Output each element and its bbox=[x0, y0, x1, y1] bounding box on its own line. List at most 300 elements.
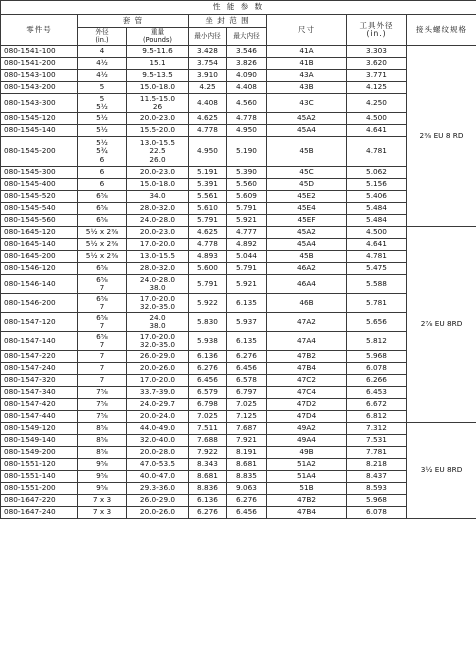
casing-weight-cell-line: 20.0-23.0 bbox=[139, 227, 176, 237]
casing-weight-cell-line: 17.0-20.0 bbox=[139, 331, 176, 341]
min-id-cell: 5.938 bbox=[189, 332, 227, 351]
casing-od-cell bbox=[78, 82, 127, 94]
casing-weight-cell bbox=[127, 227, 189, 239]
casing-od-cell-line: 6⅝ bbox=[96, 274, 108, 284]
tool-od-cell: 3.620 bbox=[347, 58, 407, 70]
table-row bbox=[1, 313, 476, 332]
casing-weight-cell bbox=[127, 137, 189, 167]
casing-weight-cell bbox=[127, 387, 189, 399]
tool-od-cell: 5.475 bbox=[347, 263, 407, 275]
max-id-cell: 9.063 bbox=[227, 483, 267, 495]
casing-weight-cell-line: 33.7-39.0 bbox=[139, 387, 176, 397]
size-cell: 49A4 bbox=[267, 435, 347, 447]
size-cell: 49A2 bbox=[267, 423, 347, 435]
table-row bbox=[1, 399, 476, 411]
tool-od-cell: 4.781 bbox=[347, 251, 407, 263]
size-cell: 45B bbox=[267, 137, 347, 167]
part-number-cell: 080-1545-140 bbox=[1, 125, 78, 137]
min-id-cell: 4.625 bbox=[189, 113, 227, 125]
casing-od-cell-line: 7⅝ bbox=[96, 411, 108, 421]
casing-weight-cell-line: 15.0-18.0 bbox=[139, 82, 176, 92]
casing-od-cell bbox=[78, 58, 127, 70]
tool-od-cell: 6.453 bbox=[347, 387, 407, 399]
casing-od-cell-line: 5½ x 2⅜ bbox=[85, 227, 119, 237]
table-row bbox=[1, 459, 476, 471]
casing-weight-cell bbox=[127, 507, 189, 519]
thread-header: 接头螺纹规格 bbox=[407, 15, 476, 46]
table-row bbox=[1, 239, 476, 251]
casing-od-cell bbox=[78, 275, 127, 294]
table-row bbox=[1, 227, 476, 239]
max-id-cell: 4.892 bbox=[227, 239, 267, 251]
max-id-cell: 5.560 bbox=[227, 179, 267, 191]
part-number-cell: 080-1545-560 bbox=[1, 215, 78, 227]
part-number-cell: 080-1645-140 bbox=[1, 239, 78, 251]
casing-weight-cell-line: 15.1 bbox=[149, 58, 166, 68]
max-id-cell: 6.456 bbox=[227, 507, 267, 519]
casing-weight-cell bbox=[127, 435, 189, 447]
min-id-cell: 3.428 bbox=[189, 46, 227, 58]
casing-weight-cell-line: 17.0-20.0 bbox=[139, 293, 176, 303]
casing-od-cell-line: 7 bbox=[99, 363, 105, 373]
size-cell: 47D2 bbox=[267, 399, 347, 411]
size-cell: 47B2 bbox=[267, 351, 347, 363]
casing-weight-cell-line: 20.0-26.0 bbox=[139, 363, 176, 373]
min-id-cell: 6.579 bbox=[189, 387, 227, 399]
casing-od-cell bbox=[78, 239, 127, 251]
part-number-cell: 080-1645-120 bbox=[1, 227, 78, 239]
casing-weight-cell bbox=[127, 82, 189, 94]
casing-od-cell-line: 7 x 3 bbox=[92, 507, 112, 517]
casing-od-cell bbox=[78, 399, 127, 411]
table-row bbox=[1, 251, 476, 263]
casing-weight-cell-line: 17.0-20.0 bbox=[139, 375, 176, 385]
tool-od-cell: 6.078 bbox=[347, 363, 407, 375]
table-row bbox=[1, 411, 476, 423]
max-id-cell: 4.777 bbox=[227, 227, 267, 239]
table-row bbox=[1, 507, 476, 519]
tool-od-cell: 6.078 bbox=[347, 507, 407, 519]
size-cell: 46A2 bbox=[267, 263, 347, 275]
max-id-cell: 4.560 bbox=[227, 94, 267, 113]
casing-weight-cell bbox=[127, 251, 189, 263]
casing-od-cell-line: 5½ x 2⅜ bbox=[85, 251, 119, 261]
min-id-header: 最小内径 bbox=[189, 28, 227, 46]
min-id-cell: 5.561 bbox=[189, 191, 227, 203]
part-number-cell: 080-1545-200 bbox=[1, 137, 78, 167]
min-id-cell: 6.136 bbox=[189, 351, 227, 363]
casing-od-cell-line: 9⅝ bbox=[96, 459, 108, 469]
max-id-cell: 6.276 bbox=[227, 495, 267, 507]
casing-od-cell bbox=[78, 459, 127, 471]
min-id-cell: 3.754 bbox=[189, 58, 227, 70]
casing-od-cell-line: 7 bbox=[99, 302, 105, 311]
tool-od-cell: 6.266 bbox=[347, 375, 407, 387]
weight-header bbox=[127, 28, 189, 46]
tool-od-header-unit: (in.) bbox=[366, 29, 387, 38]
casing-od-cell-line: 5½ bbox=[96, 102, 108, 111]
size-cell: 43B bbox=[267, 82, 347, 94]
tool-od-cell: 3.771 bbox=[347, 70, 407, 82]
casing-od-cell-line: 6⅝ bbox=[96, 293, 108, 303]
casing-od-cell-line: 7⅝ bbox=[96, 399, 108, 409]
casing-weight-cell-line: 32.0-35.0 bbox=[139, 302, 176, 311]
casing-od-cell-line: 7 bbox=[99, 375, 105, 385]
table-row bbox=[1, 363, 476, 375]
max-id-cell: 5.791 bbox=[227, 263, 267, 275]
max-id-header: 最大内径 bbox=[227, 28, 267, 46]
max-id-cell: 3.826 bbox=[227, 58, 267, 70]
casing-od-cell bbox=[78, 387, 127, 399]
part-number-cell: 080-1543-200 bbox=[1, 82, 78, 94]
casing-od-cell-line: 9⅝ bbox=[96, 471, 108, 481]
casing-weight-cell-line: 15.0-18.0 bbox=[139, 179, 176, 189]
casing-od-cell bbox=[78, 507, 127, 519]
part-number-cell: 080-1547-220 bbox=[1, 351, 78, 363]
max-id-cell: 6.135 bbox=[227, 294, 267, 313]
casing-od-cell bbox=[78, 167, 127, 179]
casing-od-cell bbox=[78, 423, 127, 435]
table-row bbox=[1, 94, 476, 113]
size-cell: 51A4 bbox=[267, 471, 347, 483]
tool-od-cell: 5.968 bbox=[347, 351, 407, 363]
size-cell: 43A bbox=[267, 70, 347, 82]
table-row bbox=[1, 294, 476, 313]
casing-od-cell bbox=[78, 483, 127, 495]
tool-od-cell: 5.812 bbox=[347, 332, 407, 351]
min-id-cell: 7.922 bbox=[189, 447, 227, 459]
min-id-cell: 6.136 bbox=[189, 495, 227, 507]
od-header bbox=[78, 28, 127, 46]
max-id-cell: 4.090 bbox=[227, 70, 267, 82]
part-number-cell: 080-1545-540 bbox=[1, 203, 78, 215]
casing-weight-cell bbox=[127, 275, 189, 294]
casing-weight-cell bbox=[127, 94, 189, 113]
size-cell: 41B bbox=[267, 58, 347, 70]
max-id-cell: 5.921 bbox=[227, 275, 267, 294]
min-id-cell: 8.836 bbox=[189, 483, 227, 495]
min-id-cell: 5.610 bbox=[189, 203, 227, 215]
table-row bbox=[1, 375, 476, 387]
casing-od-cell-line: 8⅝ bbox=[96, 435, 108, 445]
max-id-cell: 3.546 bbox=[227, 46, 267, 58]
casing-weight-cell bbox=[127, 332, 189, 351]
table-row bbox=[1, 471, 476, 483]
max-id-cell: 5.390 bbox=[227, 167, 267, 179]
casing-od-cell-line: 7 bbox=[99, 340, 105, 349]
casing-weight-cell-line: 29.3-36.0 bbox=[139, 483, 176, 493]
casing-weight-cell-line: 38.0 bbox=[149, 321, 166, 330]
max-id-cell: 7.125 bbox=[227, 411, 267, 423]
casing-od-cell-line: 7 bbox=[99, 321, 105, 330]
max-id-cell: 8.835 bbox=[227, 471, 267, 483]
min-id-cell: 4.408 bbox=[189, 94, 227, 113]
size-cell: 45E2 bbox=[267, 191, 347, 203]
casing-weight-cell-line: 20.0-26.0 bbox=[139, 507, 176, 517]
casing-weight-cell-line: 20.0-23.0 bbox=[139, 113, 176, 123]
part-number-cell: 080-1551-140 bbox=[1, 471, 78, 483]
part-number-cell: 080-1547-140 bbox=[1, 332, 78, 351]
casing-od-cell bbox=[78, 70, 127, 82]
min-id-cell: 4.778 bbox=[189, 125, 227, 137]
casing-od-cell-line: 6⅝ bbox=[96, 203, 108, 213]
table-row bbox=[1, 423, 476, 435]
casing-weight-cell bbox=[127, 313, 189, 332]
casing-od-cell bbox=[78, 313, 127, 332]
casing-od-cell-line: 6⅝ bbox=[96, 215, 108, 225]
size-cell: 47C2 bbox=[267, 375, 347, 387]
casing-weight-cell-line: 9.5-11.6 bbox=[142, 46, 173, 56]
casing-od-cell-line: 4½ bbox=[96, 70, 108, 80]
casing-weight-cell bbox=[127, 447, 189, 459]
casing-weight-cell-line: 20.0-23.0 bbox=[139, 167, 176, 177]
casing-od-cell-line: 5 bbox=[99, 93, 105, 103]
min-id-cell: 6.276 bbox=[189, 363, 227, 375]
casing-weight-cell bbox=[127, 203, 189, 215]
min-id-cell: 8.343 bbox=[189, 459, 227, 471]
tool-od-cell: 3.303 bbox=[347, 46, 407, 58]
thread-spec-cell: 2⅜ EU 8 RD bbox=[407, 46, 476, 227]
part-number-cell: 080-1547-440 bbox=[1, 411, 78, 423]
casing-od-cell bbox=[78, 251, 127, 263]
casing-weight-cell-line: 44.0-49.0 bbox=[139, 423, 176, 433]
od-header-unit: (in.) bbox=[95, 35, 109, 44]
min-id-cell: 3.910 bbox=[189, 70, 227, 82]
thread-spec-cell: 3½ EU 8RD bbox=[407, 423, 476, 519]
table-row bbox=[1, 46, 476, 58]
max-id-cell: 4.408 bbox=[227, 82, 267, 94]
max-id-cell: 5.937 bbox=[227, 313, 267, 332]
casing-weight-cell-line: 34.0 bbox=[149, 191, 166, 201]
tool-od-cell: 5.781 bbox=[347, 294, 407, 313]
casing-od-cell bbox=[78, 294, 127, 313]
tool-od-cell: 5.588 bbox=[347, 275, 407, 294]
casing-od-cell-line: 5½ bbox=[96, 113, 108, 123]
min-id-cell: 4.625 bbox=[189, 227, 227, 239]
casing-weight-cell-line: 38.0 bbox=[149, 283, 166, 292]
size-cell: 46A4 bbox=[267, 275, 347, 294]
casing-weight-cell bbox=[127, 375, 189, 387]
casing-od-cell-line: 7 x 3 bbox=[92, 495, 112, 505]
casing-weight-cell bbox=[127, 125, 189, 137]
casing-od-cell bbox=[78, 203, 127, 215]
tool-od-cell: 6.672 bbox=[347, 399, 407, 411]
casing-weight-cell-line: 28.0-32.0 bbox=[139, 203, 176, 213]
casing-od-cell-line: 5 bbox=[99, 82, 105, 92]
tool-od-cell: 6.812 bbox=[347, 411, 407, 423]
part-number-cell: 080-1545-400 bbox=[1, 179, 78, 191]
part-number-cell: 080-1541-200 bbox=[1, 58, 78, 70]
max-id-cell: 8.681 bbox=[227, 459, 267, 471]
casing-od-cell bbox=[78, 263, 127, 275]
table-row bbox=[1, 435, 476, 447]
tool-od-cell: 8.437 bbox=[347, 471, 407, 483]
casing-weight-cell-line: 26.0-29.0 bbox=[139, 351, 176, 361]
part-number-cell: 080-1541-100 bbox=[1, 46, 78, 58]
casing-od-cell bbox=[78, 94, 127, 113]
min-id-cell: 7.025 bbox=[189, 411, 227, 423]
casing-od-cell-line: 5½ bbox=[96, 125, 108, 135]
casing-od-cell bbox=[78, 137, 127, 167]
casing-weight-cell-line: 24.0-28.0 bbox=[139, 215, 176, 225]
casing-od-cell bbox=[78, 411, 127, 423]
casing-od-cell-line: 4½ bbox=[96, 58, 108, 68]
part-number-cell: 080-1543-300 bbox=[1, 94, 78, 113]
casing-weight-cell-line: 40.0-47.0 bbox=[139, 471, 176, 481]
part-number-cell: 080-1546-200 bbox=[1, 294, 78, 313]
size-cell: 47A2 bbox=[267, 313, 347, 332]
tool-od-cell: 4.641 bbox=[347, 239, 407, 251]
casing-od-cell-line: 9⅝ bbox=[96, 483, 108, 493]
table-body bbox=[1, 46, 476, 519]
tool-od-cell: 5.968 bbox=[347, 495, 407, 507]
size-cell: 51B bbox=[267, 483, 347, 495]
casing-od-cell bbox=[78, 495, 127, 507]
size-cell: 46B bbox=[267, 294, 347, 313]
casing-weight-cell-line: 32.0-35.0 bbox=[139, 340, 176, 349]
size-cell: 45A4 bbox=[267, 239, 347, 251]
tool-od-cell: 8.593 bbox=[347, 483, 407, 495]
size-cell: 51A2 bbox=[267, 459, 347, 471]
tool-od-cell: 7.531 bbox=[347, 435, 407, 447]
casing-weight-cell bbox=[127, 179, 189, 191]
casing-od-cell-line: 6⅝ bbox=[96, 263, 108, 273]
tool-od-cell: 4.500 bbox=[347, 113, 407, 125]
max-id-cell: 5.791 bbox=[227, 203, 267, 215]
tool-od-cell: 5.062 bbox=[347, 167, 407, 179]
casing-weight-cell-line: 24.0-29.7 bbox=[139, 399, 176, 409]
casing-od-cell bbox=[78, 215, 127, 227]
casing-weight-cell-line: 20.0-24.0 bbox=[139, 411, 176, 421]
casing-weight-cell bbox=[127, 167, 189, 179]
part-number-cell: 080-1549-140 bbox=[1, 435, 78, 447]
size-cell: 47B2 bbox=[267, 495, 347, 507]
max-id-cell: 5.921 bbox=[227, 215, 267, 227]
tool-od-cell: 4.250 bbox=[347, 94, 407, 113]
max-id-cell: 8.191 bbox=[227, 447, 267, 459]
part-number-cell: 080-1547-240 bbox=[1, 363, 78, 375]
size-cell: 47D4 bbox=[267, 411, 347, 423]
part-no-header: 零件号 bbox=[1, 15, 78, 46]
casing-weight-cell-line: 26.0-29.0 bbox=[139, 495, 176, 505]
casing-weight-cell-line: 24.0-28.0 bbox=[139, 274, 176, 284]
max-id-cell: 6.276 bbox=[227, 351, 267, 363]
table-row bbox=[1, 125, 476, 137]
max-id-cell: 4.778 bbox=[227, 113, 267, 125]
casing-od-cell bbox=[78, 113, 127, 125]
tool-od-header bbox=[347, 15, 407, 46]
casing-od-cell-line: 6⅝ bbox=[96, 331, 108, 341]
casing-weight-cell bbox=[127, 411, 189, 423]
part-number-cell: 080-1546-140 bbox=[1, 275, 78, 294]
tool-od-cell: 5.406 bbox=[347, 191, 407, 203]
casing-weight-cell bbox=[127, 239, 189, 251]
casing-od-cell bbox=[78, 447, 127, 459]
casing-od-cell bbox=[78, 435, 127, 447]
table-row bbox=[1, 275, 476, 294]
casing-weight-cell bbox=[127, 191, 189, 203]
casing-od-cell bbox=[78, 125, 127, 137]
size-cell: 47B4 bbox=[267, 507, 347, 519]
casing-weight-cell bbox=[127, 351, 189, 363]
seat-range-header: 坐 封 范 围 bbox=[189, 15, 267, 28]
size-header: 尺寸 bbox=[267, 15, 347, 46]
tool-od-cell: 8.218 bbox=[347, 459, 407, 471]
max-id-cell: 7.025 bbox=[227, 399, 267, 411]
casing-od-cell-line: 6 bbox=[99, 179, 105, 189]
casing-weight-cell-line: 17.0-20.0 bbox=[139, 239, 176, 249]
casing-od-cell-line: 6⅝ bbox=[96, 312, 108, 322]
casing-od-cell bbox=[78, 227, 127, 239]
size-cell: 45B bbox=[267, 251, 347, 263]
max-id-cell: 4.950 bbox=[227, 125, 267, 137]
casing-od-cell bbox=[78, 46, 127, 58]
min-id-cell: 5.191 bbox=[189, 167, 227, 179]
casing-od-cell-line: 6⅝ bbox=[96, 191, 108, 201]
casing-weight-cell-line: 32.0-40.0 bbox=[139, 435, 176, 445]
casing-weight-cell bbox=[127, 399, 189, 411]
size-cell: 47A4 bbox=[267, 332, 347, 351]
size-cell: 45D bbox=[267, 179, 347, 191]
weight-header-label: 重量 bbox=[150, 27, 165, 36]
tool-od-cell: 4.641 bbox=[347, 125, 407, 137]
casing-weight-cell-line: 11.5-15.0 bbox=[139, 93, 176, 103]
max-id-cell: 6.456 bbox=[227, 363, 267, 375]
casing-weight-cell-line: 47.0-53.5 bbox=[139, 459, 176, 469]
casing-od-cell-line: 5¾ bbox=[96, 146, 108, 156]
tool-od-cell: 7.312 bbox=[347, 423, 407, 435]
casing-od-cell-line: 8⅝ bbox=[96, 447, 108, 457]
size-cell: 47B4 bbox=[267, 363, 347, 375]
size-cell: 45EF bbox=[267, 215, 347, 227]
casing-od-cell-line: 7 bbox=[99, 283, 105, 292]
casing-header: 套 管 bbox=[78, 15, 189, 28]
table-row bbox=[1, 58, 476, 70]
size-cell: 41A bbox=[267, 46, 347, 58]
weight-header-unit: (Pounds) bbox=[143, 35, 172, 44]
part-number-cell: 080-1551-120 bbox=[1, 459, 78, 471]
table-row bbox=[1, 483, 476, 495]
casing-weight-cell-line: 13.0-15.5 bbox=[139, 137, 176, 147]
min-id-cell: 4.950 bbox=[189, 137, 227, 167]
size-cell: 45A2 bbox=[267, 113, 347, 125]
part-number-cell: 080-1647-220 bbox=[1, 495, 78, 507]
min-id-cell: 5.600 bbox=[189, 263, 227, 275]
performance-header: 性 能 参 数 bbox=[1, 1, 476, 15]
size-cell: 45C bbox=[267, 167, 347, 179]
casing-od-cell bbox=[78, 179, 127, 191]
part-number-cell: 080-1546-120 bbox=[1, 263, 78, 275]
min-id-cell: 5.791 bbox=[189, 215, 227, 227]
casing-weight-cell bbox=[127, 113, 189, 125]
min-id-cell: 4.893 bbox=[189, 251, 227, 263]
casing-weight-cell bbox=[127, 215, 189, 227]
min-id-cell: 5.830 bbox=[189, 313, 227, 332]
max-id-cell: 7.921 bbox=[227, 435, 267, 447]
max-id-cell: 6.797 bbox=[227, 387, 267, 399]
casing-weight-cell-line: 28.0-32.0 bbox=[139, 263, 176, 273]
casing-od-cell-line: 7 bbox=[99, 351, 105, 361]
table-row bbox=[1, 495, 476, 507]
table-row bbox=[1, 82, 476, 94]
min-id-cell: 4.778 bbox=[189, 239, 227, 251]
casing-weight-cell-line: 9.5-13.5 bbox=[142, 70, 173, 80]
casing-od-cell bbox=[78, 332, 127, 351]
tool-od-cell: 7.781 bbox=[347, 447, 407, 459]
max-id-cell: 5.609 bbox=[227, 191, 267, 203]
tool-od-cell: 4.500 bbox=[347, 227, 407, 239]
casing-weight-cell-line: 20.0-28.0 bbox=[139, 447, 176, 457]
